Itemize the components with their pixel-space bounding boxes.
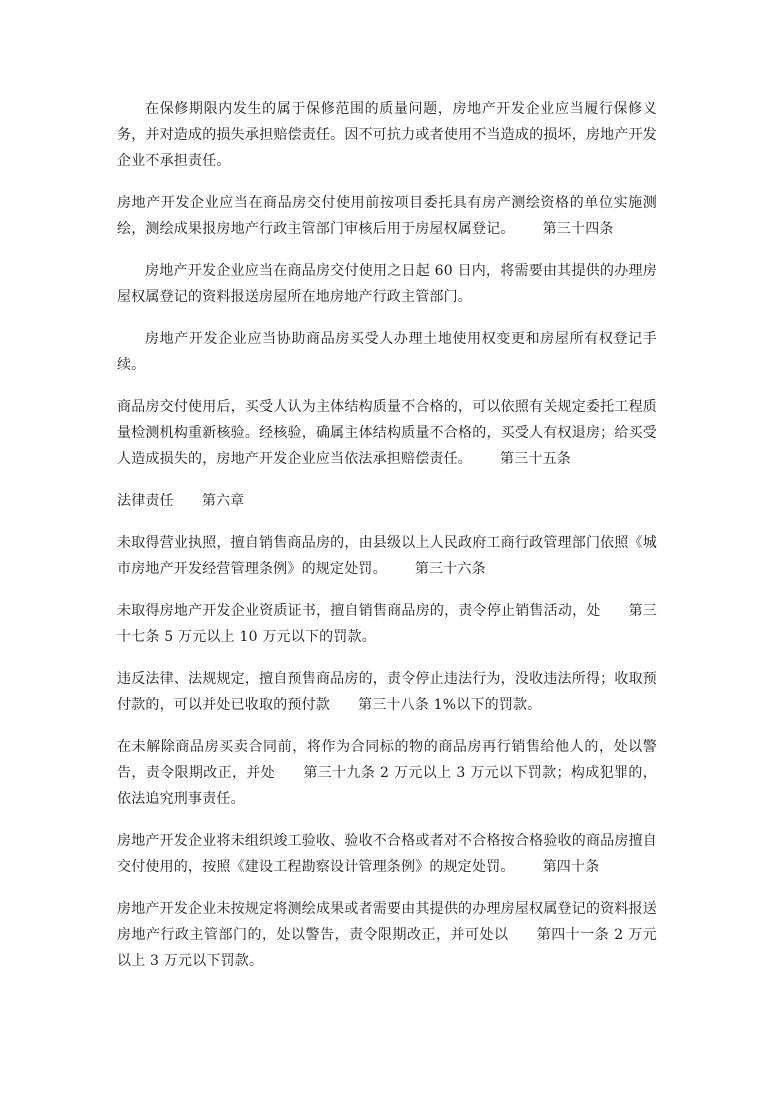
article-number: 第四十条 — [542, 859, 600, 875]
chapter-number: 第六章 — [201, 493, 245, 509]
paragraph-article-39 — [117, 734, 657, 812]
paragraph-article-36 — [117, 530, 657, 582]
paragraph-article-35 — [117, 394, 657, 472]
paragraph-article-38 — [117, 666, 657, 718]
paragraph-text: 在保修期限内发生的属于保修范围的质量问题，房地产开发企业应当履行保修义务，并对造成的损失承担赔偿责任。因不可抗力或者使用不当造成的损坏，房地产开发企业不承担责任。 — [117, 101, 657, 169]
paragraph-registration-materials — [117, 258, 657, 310]
article-number: 第四十一条 2 万元以上 3 万元以下罚款。 — [117, 927, 657, 969]
paragraph-article-41 — [117, 896, 657, 974]
article-number: 第三十八条 1%以下的罚款。 — [358, 697, 542, 713]
paragraph-text: 违反法律、法规规定，擅自预售商品房的，责令停止违法行为，没收违法所得；收取预付款的，可以并处已收取的预付款 — [117, 671, 657, 713]
paragraph-text: 未取得营业执照，擅自销售商品房的，由县级以上人民政府工商行政管理部门依照《城市房地产开发经营管理条例》的规定处罚。 — [117, 535, 657, 577]
document-page — [117, 96, 657, 990]
paragraph-text: 在未解除商品房买卖合同前，将作为合同标的物的商品房再行销售给他人的，处以警告，责令限期改正，并处 — [117, 739, 657, 781]
article-number: 第三十九条 2 万元以上 3 万元以下罚款；构成犯罪的，依法追究刑事责任。 — [117, 765, 657, 807]
paragraph-text: 房地产开发企业将未组织竣工验收、验收不合格或者对不合格按合格验收的商品房擅自交付使用的，按照《建设工程勘察设计管理条例》的规定处罚。 — [117, 833, 657, 875]
paragraph-warranty-liability — [117, 96, 657, 174]
chapter-heading — [117, 488, 657, 514]
article-number: 第三十六条 — [414, 561, 486, 577]
paragraph-text: 房地产开发企业应当协助商品房买受人办理土地使用权变更和房屋所有权登记手续。 — [117, 331, 657, 373]
paragraph-text: 未取得房地产开发企业资质证书，擅自销售商品房的，责令停止销售活动，处 — [117, 603, 601, 619]
paragraph-article-40 — [117, 828, 657, 880]
paragraph-text: 房地产开发企业应当在商品房交付使用前按项目委托具有房产测绘资格的单位实施测绘，测绘成果报房地产行政主管部门审核后用于房屋权属登记。 — [117, 195, 657, 237]
paragraph-text: 房地产开发企业应当在商品房交付使用之日起 60 日内，将需要由其提供的办理房屋权属登记的资料报送房屋所在地房地产行政主管部门。 — [117, 263, 657, 305]
paragraph-article-34 — [117, 190, 657, 242]
article-number: 第三十七条 5 万元以上 10 万元以下的罚款。 — [117, 603, 657, 645]
paragraph-article-37 — [117, 598, 657, 650]
article-number: 第三十五条 — [500, 451, 571, 467]
article-number: 第三十四条 — [542, 221, 614, 237]
paragraph-text: 商品房交付使用后，买受人认为主体结构质量不合格的，可以依照有关规定委托工程质量检测机构重新核验。经核验，确属主体结构质量不合格的，买受人有权退房；给买受人造成损失的，房地产开发企业应当依法承担赔偿责任。 — [117, 399, 657, 467]
paragraph-assist-buyer — [117, 326, 657, 378]
chapter-title: 法律责任 — [117, 493, 174, 509]
paragraph-text: 房地产开发企业未按规定将测绘成果或者需要由其提供的办理房屋权属登记的资料报送房地产行政主管部门的，处以警告，责令限期改正，并可处以 — [117, 901, 657, 943]
